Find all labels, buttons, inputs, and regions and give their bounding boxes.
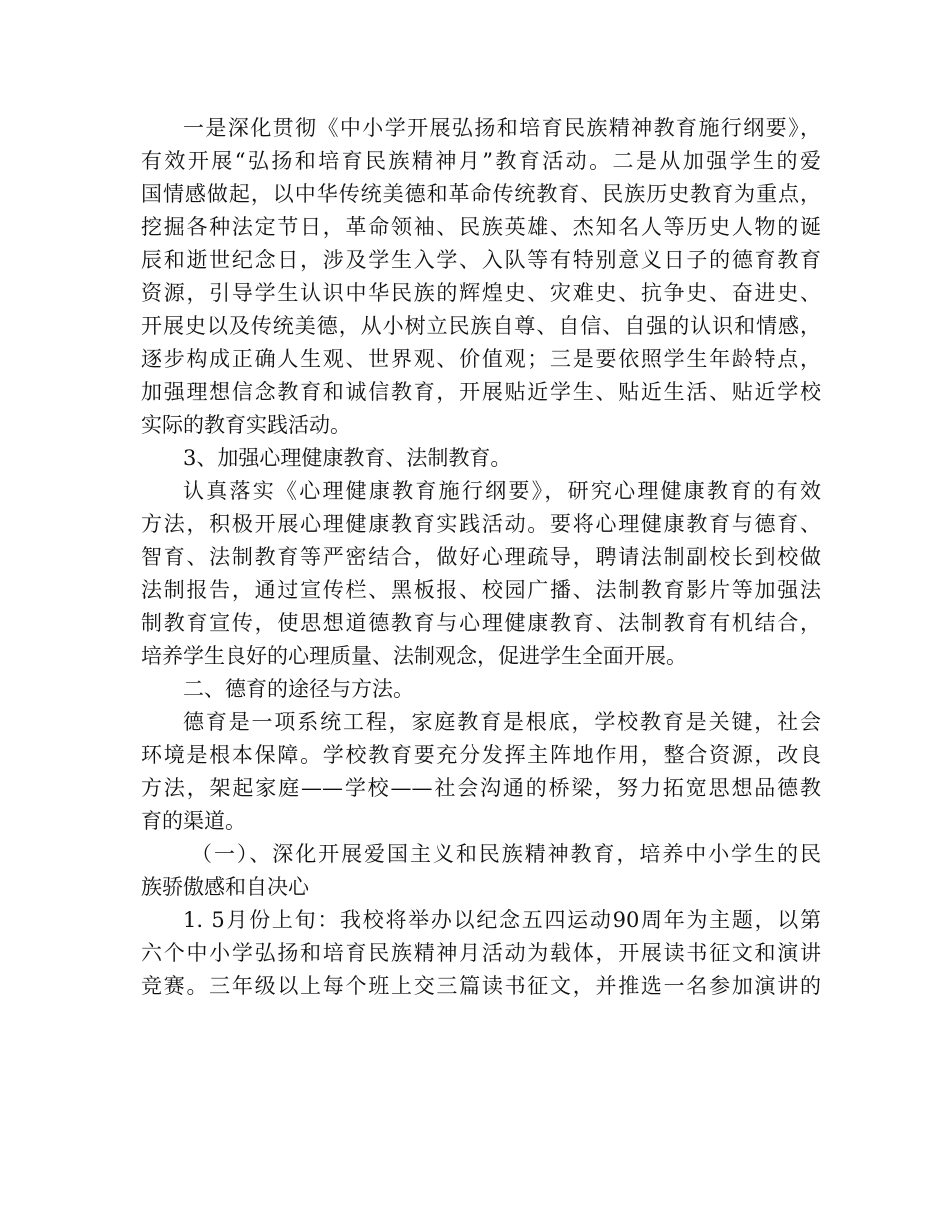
text-line: 方法，积极开展心理健康教育实践活动。要将心理健康教育与德育、 xyxy=(141,512,821,536)
text-line: 辰和逝世纪念日，涉及学生入学、入队等有特别意义日子的德育教育 xyxy=(141,248,821,272)
text-line: 二、德育的途径与方法。 xyxy=(183,677,414,701)
text-line: 一是深化贯彻《中小学开展弘扬和培育民族精神教育施行纲要》， xyxy=(183,116,821,140)
text-line: 1. 5月份上旬：我校将举办以纪念五四运动90周年为主题，以第 xyxy=(183,908,821,932)
text-line: 开展史以及传统美德，从小树立民族自尊、自信、自强的认识和情感， xyxy=(141,314,821,338)
text-line: 族骄傲感和自决心 xyxy=(141,875,309,899)
document-body xyxy=(141,112,821,1003)
text-line: 培养学生良好的心理质量、法制观念，促进学生全面开展。 xyxy=(141,644,687,668)
text-line: 德育是一项系统工程，家庭教育是根底，学校教育是关键，社会 xyxy=(183,710,821,734)
text-line: 实际的教育实践活动。 xyxy=(141,413,351,437)
text-line: 加强理想信念教育和诚信教育，开展贴近学生、贴近生活、贴近学校 xyxy=(141,380,821,404)
text-line: 制教育宣传，使思想道德教育与心理健康教育、法制教育有机结合， xyxy=(141,611,821,635)
text-line: （一）、深化开展爱国主义和民族精神教育，培养中小学生的民 xyxy=(191,842,821,866)
text-line: 挖掘各种法定节日，革命领袖、民族英雄、杰知名人等历史人物的诞 xyxy=(141,215,821,239)
text-line: 智育、法制教育等严密结合，做好心理疏导，聘请法制副校长到校做 xyxy=(141,545,821,569)
text-line: 国情感做起，以中华传统美德和革命传统教育、民族历史教育为重点， xyxy=(141,182,821,206)
text-line: 3、加强心理健康教育、法制教育。 xyxy=(183,446,512,470)
text-line: 有效开展“弘扬和培育民族精神月”教育活动。二是从加强学生的爱 xyxy=(141,149,821,173)
text-line: 六个中小学弘扬和培育民族精神月活动为载体，开展读书征文和演讲 xyxy=(141,941,821,965)
text-line: 育的渠道。 xyxy=(141,809,246,833)
text-line: 资源，引导学生认识中华民族的辉煌史、灾难史、抗争史、奋进史、 xyxy=(141,281,821,305)
text-line: 竞赛。三年级以上每个班上交三篇读书征文，并推选一名参加演讲的 xyxy=(141,974,821,998)
text-line: 环境是根本保障。学校教育要充分发挥主阵地作用，整合资源，改良 xyxy=(141,743,821,767)
text-line: 认真落实《心理健康教育施行纲要》，研究心理健康教育的有效 xyxy=(183,479,821,503)
text-line: 方法，架起家庭——学校——社会沟通的桥梁，努力拓宽思想品德教 xyxy=(141,776,821,800)
text-line: 法制报告，通过宣传栏、黑板报、校园广播、法制教育影片等加强法 xyxy=(141,578,821,602)
text-line: 逐步构成正确人生观、世界观、价值观；三是要依照学生年龄特点， xyxy=(141,347,821,371)
